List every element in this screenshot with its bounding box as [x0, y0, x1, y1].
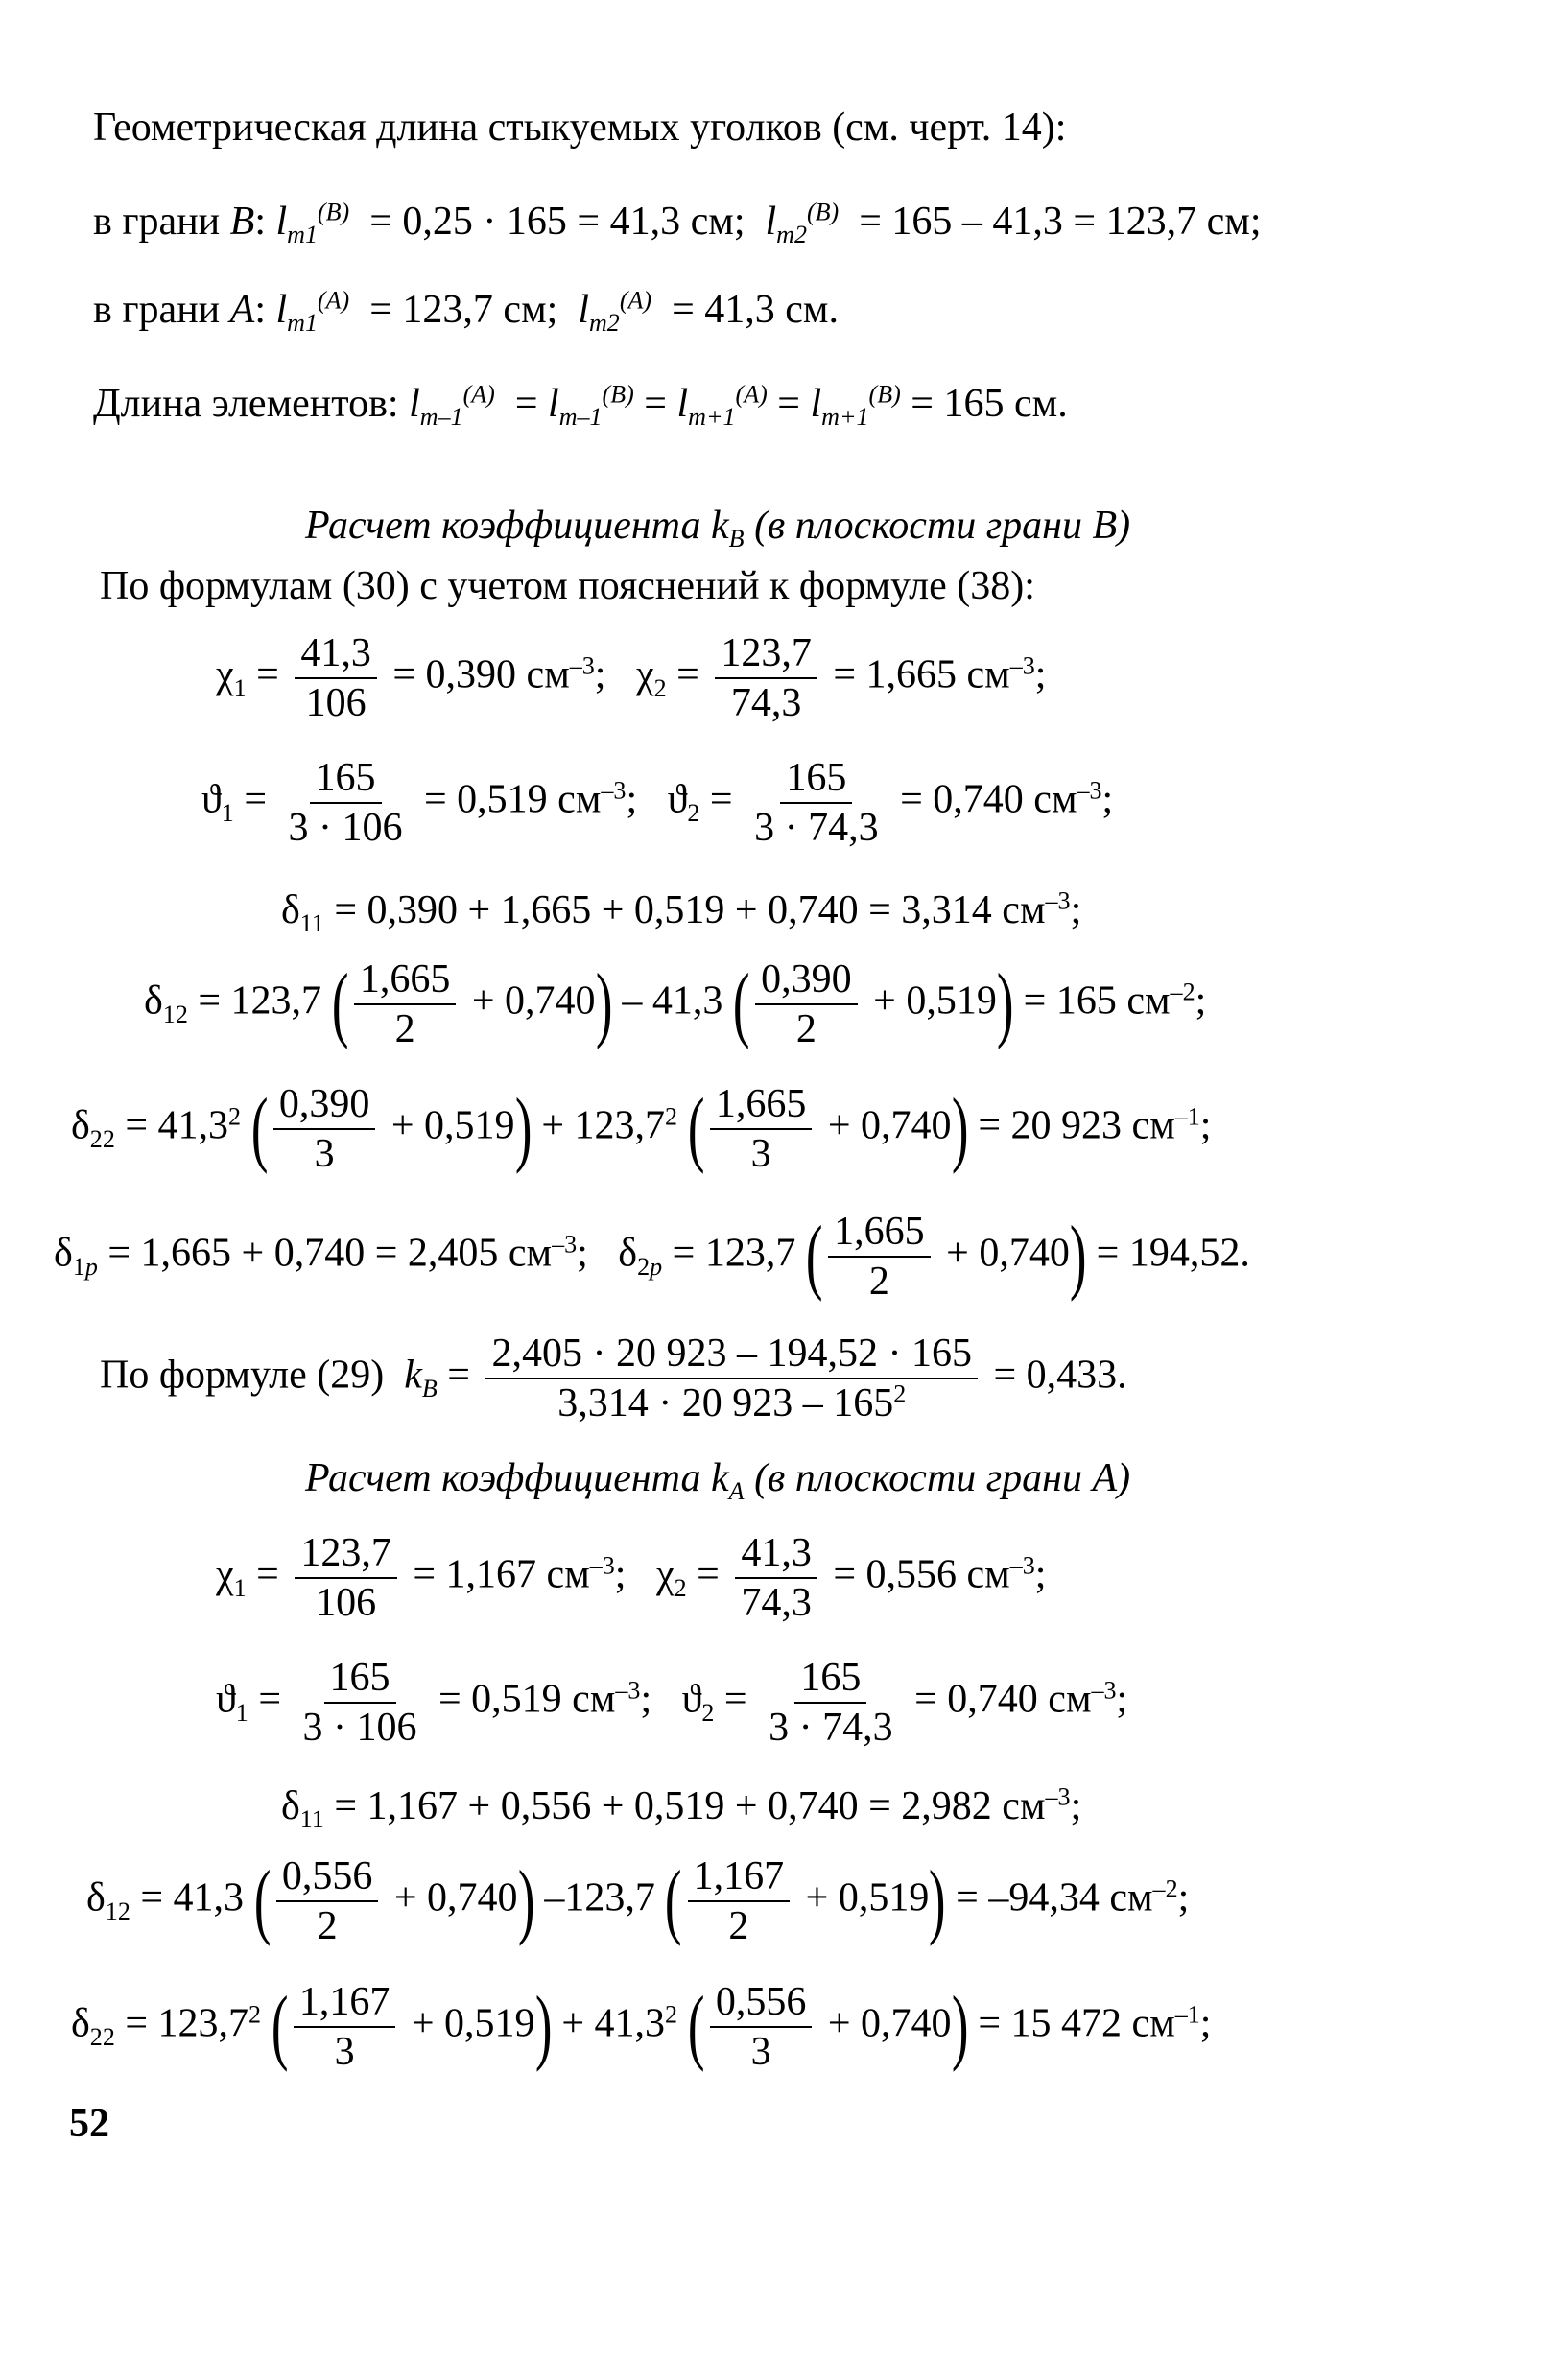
section-heading-kb: Расчет коэффициента $k_B$ (в плоскости грани B) [305, 504, 1131, 554]
formula-kb-result: По формуле (29) $k_B$ = $\frac{2,405 \cdot 20 923 - 194,52 \cdot 165}{3,314 \cdot 20 923 - 165^2}$ = 0,433. [100, 1331, 1127, 1426]
formula-element-lengths: Длина элементов: $l_{m-1}^{(A)} = l_{m-1}^{(B)} = l_{m+1}^{(A)} = l_{m+1}^{(B)} = 165$ см. [93, 380, 1068, 432]
formula-delta-p-b: $\delta_{1p} = 1,665 + 0,740 = 2,405$ $см^{-3}$; $\delta_{2p} = 123,7$ ( $\frac{1,665}{2}$ + 0,740) = 194,52. [54, 1210, 1250, 1304]
formula-face-a-lengths: в грани A: $l_{m1}^{(A)} = 123,7$ см; $l_{m2}^{(A)} = 41,3$ см. [93, 286, 839, 338]
formula-delta22-a: $\delta_{22} = 123,7^2$ ( $\frac{1,167}{3}$ + $0,519) + 41,3^2$ ( $\frac{0,556}{3}$ + 0,740) = 15 472 $см^{-1}$; [71, 1980, 1212, 2074]
formula-delta22-b: $\delta_{22} = 41,3^2$ ( $\frac{0,390}{3}$ + $0,519) + 123,7^2$ ( $\frac{1,665}{3}$ + 0,740) = 20 923 $см^{-1}$; [71, 1082, 1212, 1176]
formula-theta-a: $ϑ_1$ = $\frac{165}{3 \cdot 106}$ = 0,519 $см^{-3}$; $ϑ_2$ = $\frac{165}{3 \cdot 74,3}$ = 0,740 $см^{-3}$; [216, 1656, 1128, 1750]
formula-theta-b: $ϑ_1$ = $\frac{165}{3 \cdot 106}$ = 0,519 $см^{-3}$; $ϑ_2$ = $\frac{165}{3 \cdot 74,3}$ = 0,740 $см^{-3}$; [201, 756, 1114, 850]
section-heading-ka: Расчет коэффициента $k_A$ (в плоскости грани A) [305, 1456, 1131, 1506]
formula-delta11-a: $\delta_{11} = 1,167 + 0,556 + 0,519 + 0,740 = 2,982$ $см^{-3}$; [281, 1782, 1082, 1834]
formula-delta12-b: $\delta_{12} = 123,7$ ( $\frac{1,665}{2}$ + 0,740) – 41,3 ( $\frac{0,390}{2}$ + 0,519) = 165 $см^{-2}$; [144, 957, 1207, 1051]
text-line-geometric-length: Геометрическая длина стыкуемых уголков (см. черт. 14): [93, 106, 1067, 150]
formula-chi-b: $\chi_1$ = $\frac{41,3}{106}$ = 0,390 $см^{-3}$; $\chi_2$ = $\frac{123,7}{74,3}$ = 1,665 $см^{-3}$; [216, 631, 1047, 725]
text-line-formulas-30: По формулам (30) с учетом пояснений к формуле (38): [100, 564, 1035, 608]
formula-delta12-a: $\delta_{12} = 41,3$ ( $\frac{0,556}{2}$ + 0,740) –123,7 ( $\frac{1,167}{2}$ + 0,519) = –94,34 $см^{-2}$; [86, 1854, 1190, 1948]
formula-face-b-lengths: в грани B: $l_{m1}^{(B)} = 0,25 \cdot 165 = 41,3$ см; $l_{m2}^{(B)} = 165 - 41,3 = 123,7$ см; [93, 198, 1262, 249]
formula-delta11-b: $\delta_{11} = 0,390 + 1,665 + 0,519 + 0,740 = 3,314$ $см^{-3}$; [281, 886, 1082, 938]
page-number: 52 [69, 2102, 109, 2146]
formula-chi-a: $\chi_1$ = $\frac{123,7}{106}$ = 1,167 $см^{-3}$; $\chi_2$ = $\frac{41,3}{74,3}$ = 0,556 $см^{-3}$; [216, 1531, 1047, 1625]
